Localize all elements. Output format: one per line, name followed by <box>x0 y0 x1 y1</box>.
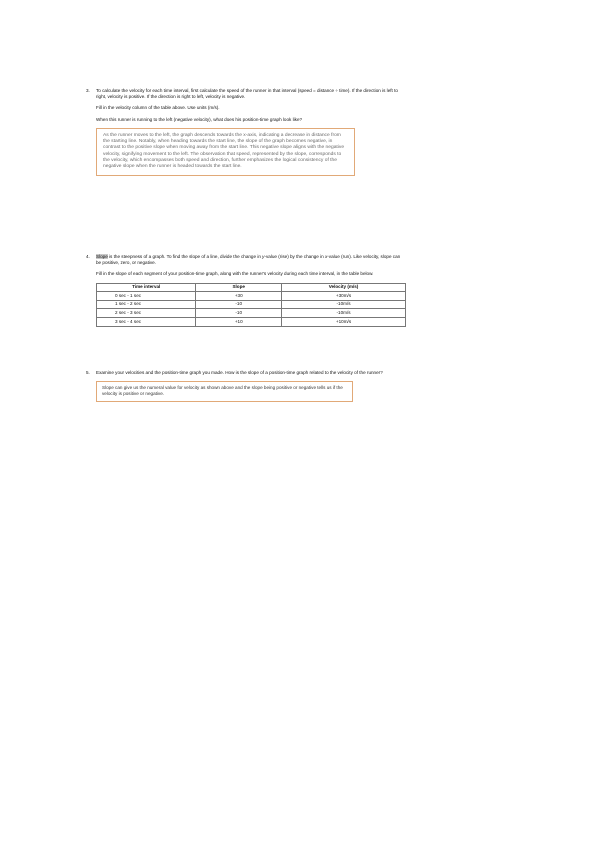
column-header-time: Time interval <box>97 283 196 292</box>
time-interval-cell: 2 sec - 3 sec <box>97 309 196 318</box>
question-number: 5. <box>86 370 90 375</box>
question-5 <box>86 370 406 402</box>
question-4-instruction: Fill in the slope of each segment of your position-time graph, along with the runner's velocity during each time interval, in the table below. <box>96 271 374 277</box>
slope-velocity-table <box>96 283 406 327</box>
column-header-slope: Slope <box>196 283 282 292</box>
answer-text: Slope can give us the numeral value for velocity as shown above and the slope being positive or negative tells us if the velocity is positive or negative. <box>102 385 343 397</box>
time-interval-cell: 3 sec - 4 sec <box>97 317 196 326</box>
slope-cell[interactable]: +10 <box>196 317 282 326</box>
table-row <box>97 292 406 301</box>
table-header-row <box>97 283 406 292</box>
question-3-prompt: When this runner is running to the left (negative velocity), what does his position-time graph look like? <box>96 116 303 122</box>
question-3-instruction: Fill in the velocity column of the table above. Use units (m/s). <box>96 105 220 111</box>
question-4-text: Slope is the steepness of a graph. To find the slope of a line, divide the change in y-value (rise) by the change in x-value (run). Like velocity, slope can be positive, zero, or negative. <box>96 254 401 266</box>
table-row <box>97 309 406 318</box>
question-4 <box>86 254 406 327</box>
question-number: 4. <box>86 254 90 259</box>
answer-text: As the runner moves to the left, the graph descends towards the x-axis, indicating a decrease in distance from the starting line. Notably, when heading towards the start line, the slope of the graph becomes negative, in contrast to the positive slope when moving away from the start line. This negative slope aligns with the negative velocity, signifying movement to the left. The observation that speed, represented by the slope, corresponds to the velocity, which encompasses both speed and direction, further emphasizes the logical consistency of the negative slope when the runner is headed towards the start line. <box>103 132 345 170</box>
velocity-cell[interactable]: -10m/s <box>282 309 406 318</box>
question-3-text: To calculate the velocity for each time interval, first calculate the speed of the runner in that interval (speed = distance ÷ time). If the direction is left to right, velocity is positive. If the direction is right to left, velocity is negative. <box>96 88 398 100</box>
answer-box-3[interactable] <box>96 128 355 176</box>
highlighted-term: Slope <box>96 254 108 259</box>
velocity-cell[interactable]: +10m/s <box>282 317 406 326</box>
slope-cell[interactable]: -10 <box>196 309 282 318</box>
table-row <box>97 300 406 309</box>
question-3 <box>86 88 406 176</box>
question-5-text: Examine your velocities and the position-time graph you made. How is the slope of a position-time graph related to the velocity of the runner? <box>96 370 383 375</box>
time-interval-cell: 0 sec - 1 sec <box>97 292 196 301</box>
answer-box-5[interactable] <box>96 381 353 401</box>
velocity-cell[interactable]: -10m/s <box>282 300 406 309</box>
slope-cell[interactable]: +30 <box>196 292 282 301</box>
time-interval-cell: 1 sec - 2 sec <box>97 300 196 309</box>
velocity-cell[interactable]: +30m/s <box>282 292 406 301</box>
table-row <box>97 317 406 326</box>
column-header-velocity: Velocity (m/s) <box>282 283 406 292</box>
question-number: 3. <box>86 88 90 93</box>
slope-cell[interactable]: -10 <box>196 300 282 309</box>
